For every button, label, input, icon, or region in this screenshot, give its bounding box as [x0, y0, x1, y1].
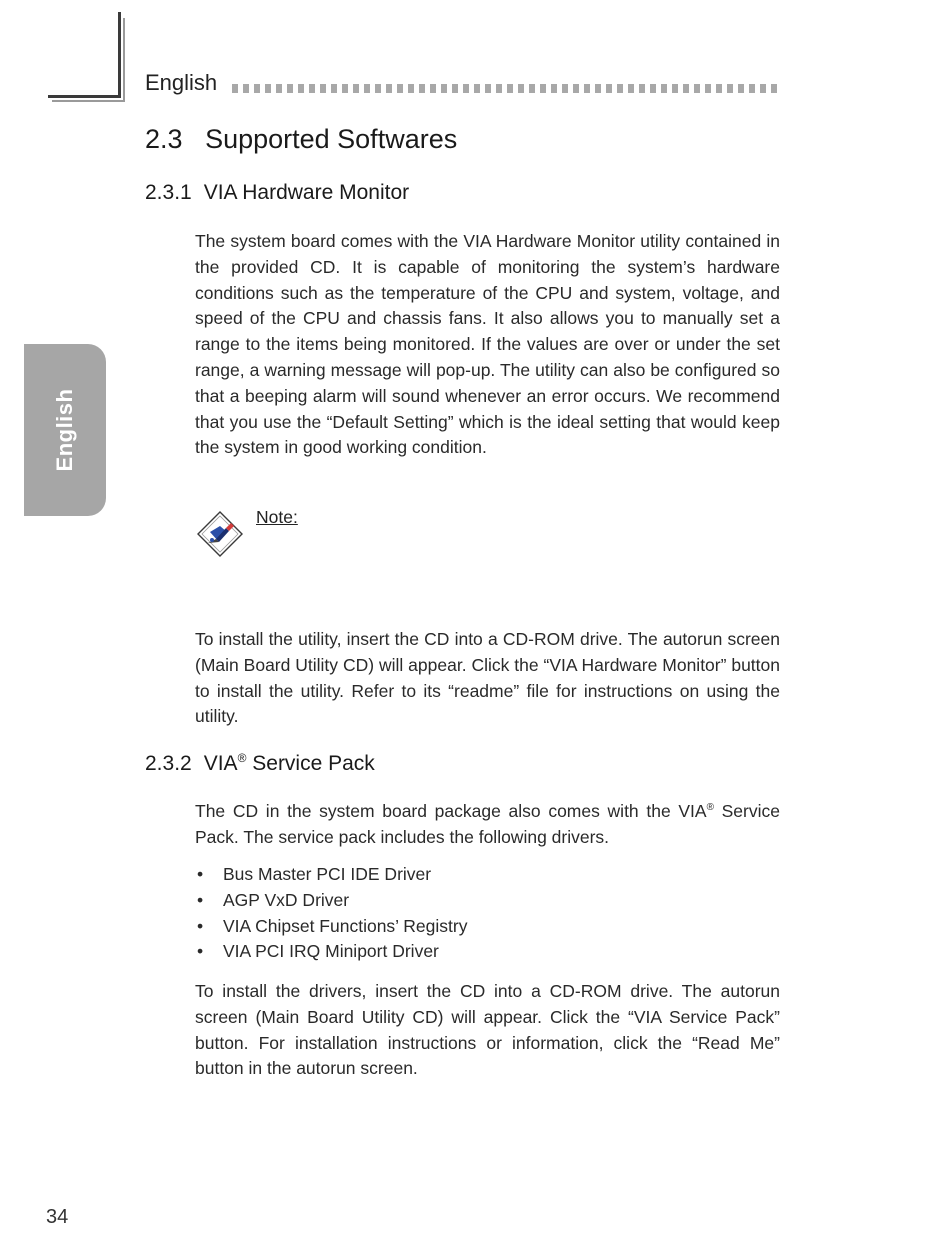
service-pack-intro-part1: The CD in the system board package also comes with the VIA — [195, 801, 707, 821]
list-item — [195, 888, 467, 914]
page-number: 34 — [46, 1206, 69, 1228]
list-item-text: VIA Chipset Functions’ Registry — [223, 915, 468, 936]
subsection-number: 2.3.2 — [145, 752, 192, 775]
note-pencil-icon — [196, 510, 244, 558]
registered-mark: ® — [237, 751, 247, 765]
corner-mark — [118, 12, 121, 98]
corner-mark-shadow — [123, 18, 125, 100]
list-item — [195, 914, 467, 940]
bullet: • — [197, 941, 204, 962]
service-pack-install-instructions: To install the drivers, insert the CD into a CD-ROM drive. The autorun screen (Main Board Utility CD) will appear. Click the “VIA Service Pack” button. For installation instructions or information, click the “Read Me” button in the autorun screen. — [195, 981, 780, 1079]
hardware-monitor-install-instructions: To install the utility, insert the CD into a CD-ROM drive. The autorun screen (Main Board Utility CD) will appear. Click the “VIA Hardware Monitor” button to install the utility. Refer to its “readme” file for instructions on using the utility. — [195, 629, 780, 727]
side-language-tab — [24, 344, 106, 516]
section-title: Supported Softwares — [205, 124, 458, 154]
driver-list — [195, 862, 467, 965]
header-language: English — [145, 70, 218, 95]
corner-mark-shadow — [52, 100, 125, 102]
list-item-text: VIA PCI IRQ Miniport Driver — [223, 941, 439, 962]
section-heading — [145, 124, 457, 155]
bullet: • — [197, 889, 204, 910]
side-tab-label: English — [52, 388, 77, 472]
hardware-monitor-description: The system board comes with the VIA Hardware Monitor utility contained in the provided CD. It is capable of monitoring the system’s hardware conditions such as the temperature of the CPU and system, voltage, and speed of the CPU and chassis fans. It also allows you to manually set a range to the items being monitored. If the values are over or under the set range, a warning message will pop-up. The utility can also be configured so that a beeping alarm will sound whenever an error occurs. We recommend that you use the “Default Setting” which is the ideal setting that would keep the system in good working condition. — [195, 231, 780, 458]
header-dotted-rule — [232, 84, 780, 93]
bullet: • — [197, 864, 204, 884]
subsection-title-suffix: Service Pack — [246, 752, 375, 775]
subsection-heading-service-pack — [145, 751, 375, 776]
subsection-number: 2.3.1 — [145, 181, 192, 204]
corner-mark — [48, 95, 121, 98]
section-number: 2.3 — [145, 124, 183, 154]
subsection-title: VIA Hardware Monitor — [203, 181, 410, 204]
bullet: • — [197, 915, 204, 936]
list-item — [195, 939, 467, 965]
subsection-heading-hardware-monitor — [145, 181, 409, 205]
subsection-title-prefix: VIA — [203, 752, 238, 775]
registered-mark: ® — [706, 802, 714, 814]
list-item-text: Bus Master PCI IDE Driver — [223, 864, 432, 884]
service-pack-intro-part2: Service Pack. The service pack includes the following drivers. — [195, 801, 780, 847]
list-item-text: AGP VxD Driver — [223, 889, 350, 910]
note-label: Note: — [256, 507, 298, 527]
service-pack-intro — [195, 799, 780, 851]
list-item — [195, 862, 467, 888]
